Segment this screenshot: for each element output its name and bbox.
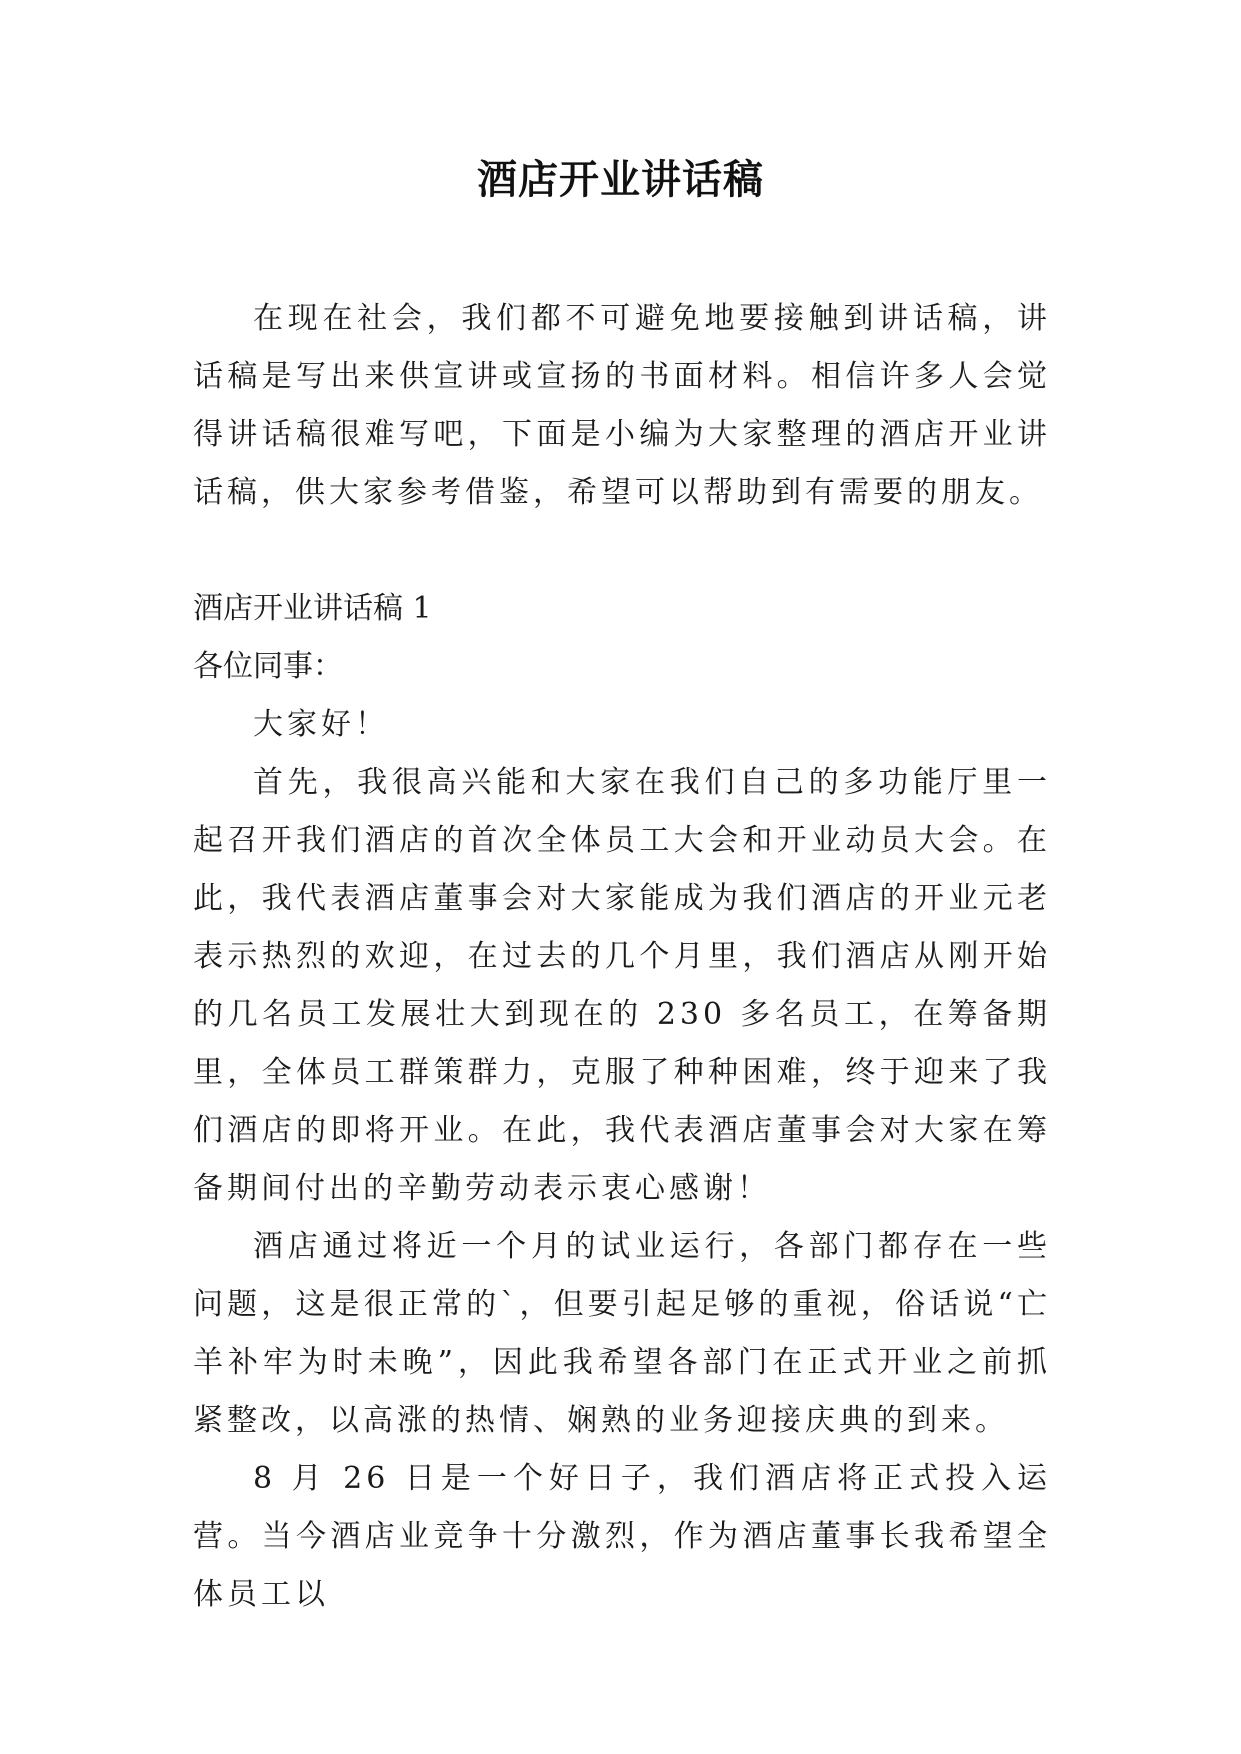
greeting: 大家好！ xyxy=(253,707,389,742)
body-paragraph: 酒店通过将近一个月的试业运行，各部门都存在一些问题，这是很正常的`，但要引起足够的重视，俗话说“亡羊补牢为时未晚”，因此我希望各部门在正式开业之前抓紧整改，以高涨的热情、娴熟的业务迎接庆典的到来。 xyxy=(193,1229,1051,1438)
intro-paragraph: 在现在社会，我们都不可避免地要接触到讲话稿，讲话稿是写出来供宣讲或宣扬的书面材料。相信许多人会觉得讲话稿很难写吧，下面是小编为大家整理的酒店开业讲话稿，供大家参考借鉴，希望可以帮助到有需要的朋友。 xyxy=(193,301,1051,510)
document-title: 酒店开业讲话稿 xyxy=(477,157,764,203)
body-paragraph: 8 月 26 日是一个好日子，我们酒店将正式投入运营。当今酒店业竞争十分激烈，作为酒店董事长我希望全体员工以 xyxy=(193,1461,1051,1612)
document-body xyxy=(193,290,1051,1624)
section-heading: 酒店开业讲话稿 1 xyxy=(193,591,432,626)
body-paragraph: 首先，我很高兴能和大家在我们自己的多功能厅里一起召开我们酒店的首次全体员工大会和开业动员大会。在此，我代表酒店董事会对大家能成为我们酒店的开业元老表示热烈的欢迎，在过去的几个月里，我们酒店从刚开始的几名员工发展壮大到现在的 230 多名员工，在筹备期里，全体员工群策群力，克服了种种困难，终于迎来了我们酒店的即将开业。在此，我代表酒店董事会对大家在筹备期间付出的辛勤劳动表示衷心感谢！ xyxy=(193,765,1051,1206)
salutation: 各位同事： xyxy=(193,649,343,684)
